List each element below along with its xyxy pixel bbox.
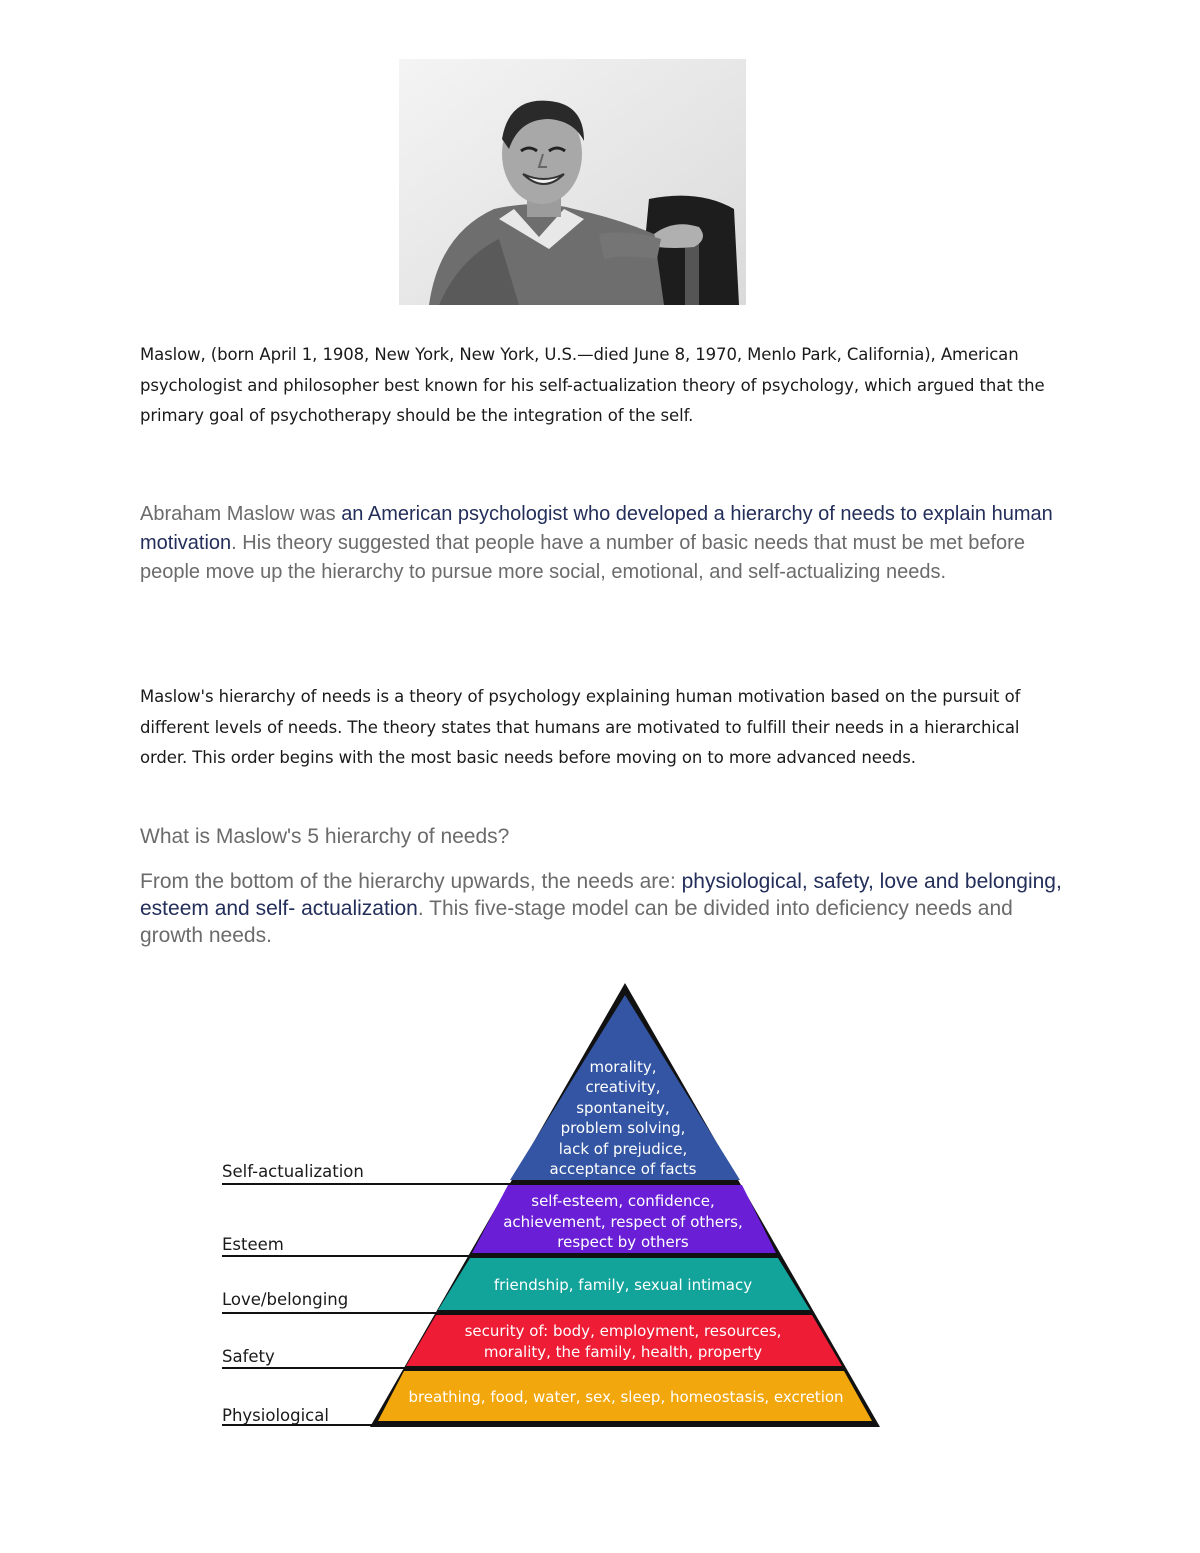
self-actualization-line-1: morality, xyxy=(589,1058,657,1076)
intro-text-start: Abraham Maslow was xyxy=(140,503,342,525)
self-actualization-line-6: acceptance of facts xyxy=(549,1160,697,1178)
esteem-line-1: self-esteem, confidence, xyxy=(531,1192,715,1210)
maslow-pyramid-diagram xyxy=(210,975,900,1440)
safety-line-1: security of: body, employment, resources, xyxy=(464,1322,782,1340)
self-actualization-line-5: lack of prejudice, xyxy=(558,1140,688,1158)
intro-highlight: an American psychologist who developed a hierarchy of needs to explain human motivation xyxy=(140,503,1053,554)
label-love-belonging: Love/belonging xyxy=(222,1290,349,1309)
safety-line-2: morality, the family, health, property xyxy=(483,1343,763,1361)
self-actualization-line-4: problem solving, xyxy=(560,1119,686,1137)
label-self-actualization: Self-actualization xyxy=(222,1162,364,1181)
levels-paragraph xyxy=(140,868,1070,949)
definition-paragraph: Maslow's hierarchy of needs is a theory of psychology explaining human motivation based on the pursuit of different levels of needs. The theory states that humans are motivated to fulfill their needs in a hierarchical order. This order begins with the most basic needs before moving on to more advanced needs. xyxy=(140,687,1021,767)
self-actualization-line-2: creativity, xyxy=(585,1078,661,1096)
intro-paragraph xyxy=(140,500,1070,587)
label-safety: Safety xyxy=(222,1347,275,1366)
portrait-photo xyxy=(399,59,746,305)
self-actualization-line-3: spontaneity, xyxy=(576,1099,670,1117)
label-physiological: Physiological xyxy=(222,1406,329,1425)
esteem-line-2: achievement, respect of others, xyxy=(503,1213,743,1231)
levels-text-start: From the bottom of the hierarchy upwards, the needs are: xyxy=(140,870,682,893)
esteem-line-3: respect by others xyxy=(557,1233,689,1251)
intro-text-end: . His theory suggested that people have a number of basic needs that must be met before people move up the hierarchy to pursue more social, emotional, and self-actualizing needs. xyxy=(140,532,1025,583)
label-esteem: Esteem xyxy=(222,1235,284,1254)
section-heading: What is Maslow's 5 hierarchy of needs? xyxy=(140,825,510,848)
biography-paragraph: Maslow, (born April 1, 1908, New York, New York, U.S.—died June 8, 1970, Menlo Park, California), American psychologist and philosopher best known for his self-actualization theory of psychology, which argued that the primary goal of psychotherapy should be the integration of the self. xyxy=(140,345,1045,425)
levels-text-end: . This five-stage model can be divided into deficiency needs and growth needs. xyxy=(140,897,1013,947)
love-belonging-line-1: friendship, family, sexual intimacy xyxy=(493,1276,753,1294)
physiological-line-1: breathing, food, water, sex, sleep, homeostasis, excretion xyxy=(408,1388,844,1406)
levels-highlight: physiological, safety, love and belonging, esteem and self- actualization xyxy=(140,870,1062,920)
